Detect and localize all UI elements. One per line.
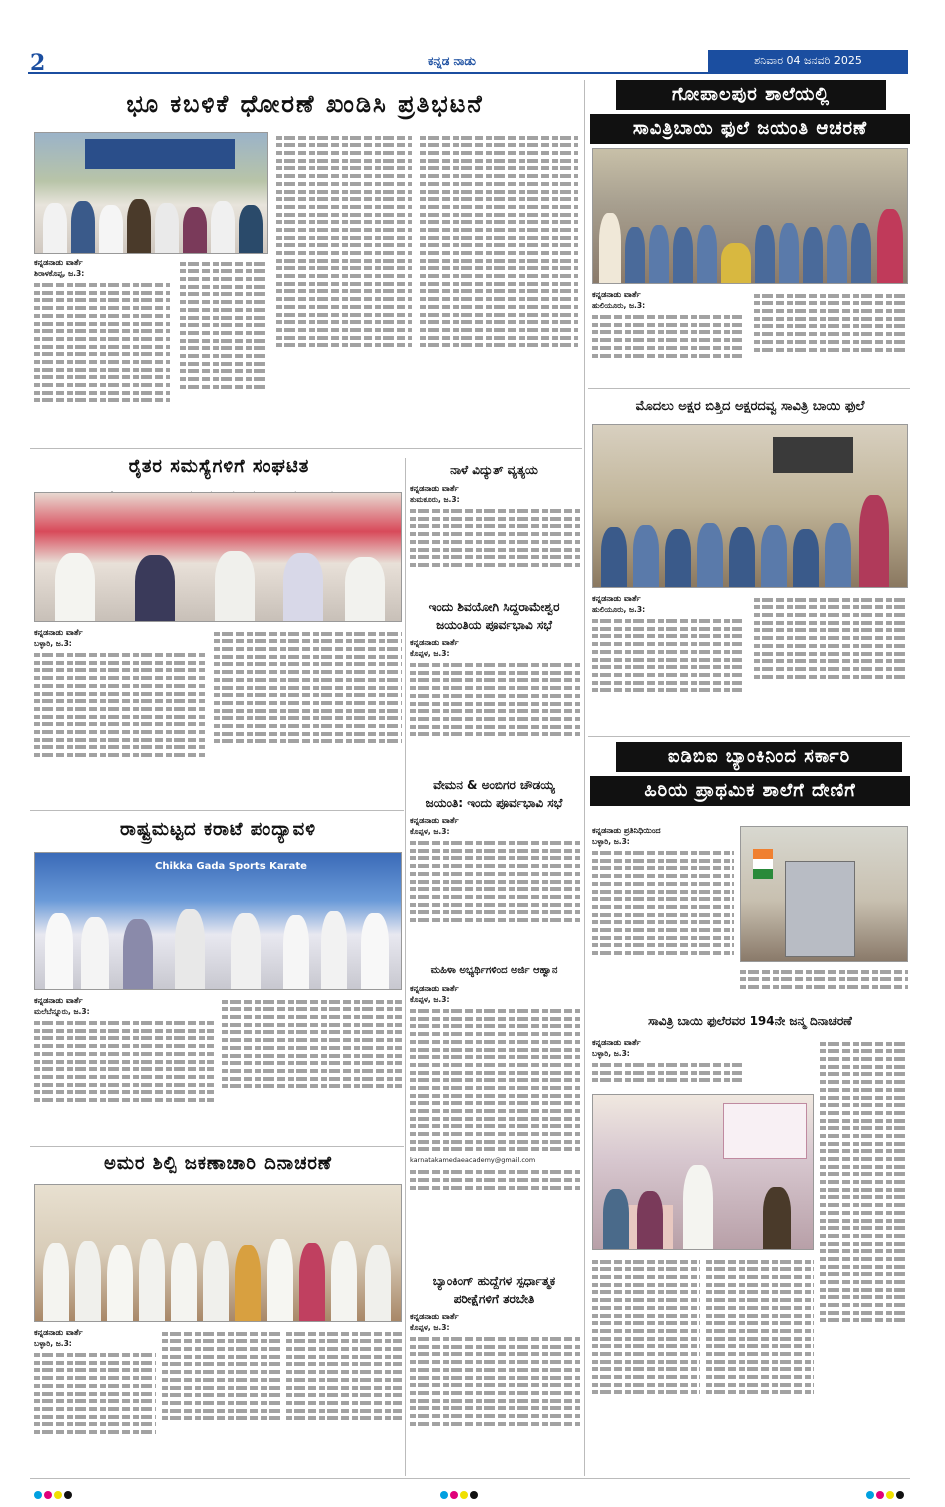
body-farmers-col2 — [214, 628, 402, 806]
headline-women: ಮಹಿಳಾ ಅಭ್ಯರ್ಥಿಗಳಿಂದ ಅರ್ಜಿ ಆಹ್ವಾನ — [430, 965, 558, 976]
column-rule — [405, 458, 406, 1476]
headline-power: ನಾಳೆ ವಿದ್ಯುತ್ ವ್ಯತ್ಯಯ — [450, 463, 538, 477]
column-rule — [584, 80, 585, 1476]
section-rule — [30, 1146, 404, 1147]
byline-shivayogi: ಕನ್ನಡನಾಡು ವಾರ್ತೆ — [410, 638, 459, 647]
headline-savitri-194: ಸಾವಿತ್ರಿ ಬಾಯಿ ಫುಲೆರವರ 194ನೇ ಜನ್ಮ ದಿನಾಚರಣೆ — [648, 1014, 852, 1028]
photo-gopalapura-students — [592, 148, 908, 284]
body-land-col3 — [276, 132, 412, 458]
photo-farmers-meeting — [34, 492, 402, 622]
body-amara-col1 — [34, 1338, 156, 1474]
paper-name: ಕನ್ನಡ ನಾಡು — [428, 54, 476, 68]
section-rule — [588, 388, 910, 389]
dateline-vemana: ಕೊಪ್ಪಳ, ಜ.3: — [410, 827, 450, 836]
body-savitri-194-col2 — [820, 1038, 908, 1474]
headline-karate: ರಾಷ್ಟ್ರಮಟ್ಟದ ಕರಾಟೆ ಪಂದ್ಯಾವಳಿ — [119, 819, 317, 840]
headline-vemana-1: ವೇಮನ & ಅಂಬಿಗರ ಚೌಡಯ್ಯ — [433, 778, 555, 792]
dateline-land: ಶಿರಾಳಕೊಪ್ಪ, ಜ.3: — [34, 269, 85, 278]
body-savitri-194-col3 — [592, 1256, 700, 1474]
women-email: karnatakamedaeacademy@gmail.com — [410, 1156, 536, 1165]
byline-banking: ಕನ್ನಡನಾಡು ವಾರ್ತೆ — [410, 1312, 459, 1321]
byline-gopalapura: ಕನ್ನಡನಾಡು ವಾರ್ತೆ — [592, 290, 641, 299]
section-rule — [30, 448, 582, 449]
byline-power: ಕನ್ನಡನಾಡು ವಾರ್ತೆ — [410, 484, 459, 493]
headline-vemana-2: ಜಯಂತಿ: ಇಂದು ಪೂರ್ವಭಾವಿ ಸಭೆ — [425, 796, 563, 810]
photo-savitri-194 — [592, 1094, 814, 1250]
photo-karate — [34, 852, 402, 990]
dateline-gopalapura: ಹುಲಿಯೂರು, ಜ.3: — [592, 301, 646, 310]
headline-banking-2: ಪರೀಕ್ಷೆಗಳಿಗೆ ತರಬೇತಿ — [453, 1292, 535, 1306]
headline-gopalapura-2: ಸಾವಿತ್ರಿಬಾಯಿ ಫುಲೆ ಜಯಂತಿ ಆಚರಣೆ — [590, 114, 910, 144]
headline-idbi-2: ಹಿರಿಯ ಪ್ರಾಥಮಿಕ ಶಾಲೆಗೆ ದೇಣಿಗೆ — [590, 776, 910, 806]
body-women — [410, 994, 580, 1262]
headline-savitri-first: ಮೊದಲು ಅಕ್ಷರ ಬಿತ್ತಿದ ಅಕ್ಷರದವ್ವ ಸಾವಿತ್ರಿ ಬಾಯಿ ಫುಲೆ — [635, 399, 865, 414]
byline-savitri-first: ಕನ್ನಡನಾಡು ವಾರ್ತೆ — [592, 594, 641, 603]
dateline-idbi: ಬಳ್ಳಾರಿ, ಜ.3: — [592, 837, 630, 846]
dateline-karate: ಮಲೆಬೆನ್ನೂರು, ಜ.3: — [34, 1007, 90, 1016]
byline-vemana: ಕನ್ನಡನಾಡು ವಾರ್ತೆ — [410, 816, 459, 825]
karate-banner-text: Chikka Gada Sports Karate — [155, 861, 307, 872]
photo-idbi-donation — [740, 826, 908, 962]
body-savitri-first-col2 — [754, 594, 908, 732]
masthead — [28, 50, 908, 74]
body-land-col2 — [180, 258, 268, 458]
dateline-women: ಕೊಪ್ಪಳ, ಜ.3: — [410, 995, 450, 1004]
byline-savitri-194: ಕನ್ನಡನಾಡು ವಾರ್ತೆ — [592, 1038, 641, 1047]
body-gopalapura-col1 — [592, 300, 742, 382]
headline-shivayogi-1: ಇಂದು ಶಿವಯೋಗಿ ಸಿದ್ದರಾಮೇಶ್ವರ — [428, 600, 560, 614]
body-vemana — [410, 826, 580, 956]
byline-idbi: ಕನ್ನಡನಾಡು ಪ್ರತಿನಿಧಿಯಿಂದ — [592, 826, 661, 835]
body-shivayogi — [410, 648, 580, 772]
body-farmers-col1 — [34, 638, 206, 806]
headline-banking-1: ಬ್ಯಾಂಕಿಂಗ್ ಹುದ್ದೆಗಳ ಸ್ಪರ್ಧಾತ್ಮಕ — [432, 1274, 556, 1288]
section-rule — [30, 810, 404, 811]
body-amara-col3 — [286, 1328, 402, 1474]
photo-savitri-first — [592, 424, 908, 588]
dateline-savitri-194: ಬಳ್ಳಾರಿ, ಜ.3: — [592, 1049, 630, 1058]
body-amara-col2 — [162, 1328, 280, 1474]
body-banking — [410, 1322, 580, 1474]
section-rule — [588, 736, 910, 737]
body-idbi-col1 — [592, 836, 734, 1004]
registration-marks — [34, 1484, 94, 1494]
headline-gopalapura-1: ಗೋಪಾಲಪುರ ಶಾಲೆಯಲ್ಲಿ — [616, 80, 886, 110]
byline-farmers: ಕನ್ನಡನಾಡು ವಾರ್ತೆ — [34, 628, 83, 637]
body-land-col1 — [34, 268, 170, 458]
headline-amara: ಅಮರ ಶಿಲ್ಪಿ ಜಕಣಾಚಾರಿ ದಿನಾಚರಣೆ — [103, 1153, 332, 1174]
dateline-power: ತುಮಕೂರು, ಜ.3: — [410, 495, 460, 504]
photo-land-protest — [34, 132, 268, 254]
dateline-amara: ಬಳ್ಳಾರಿ, ಜ.3: — [34, 1339, 72, 1348]
body-savitri-194-col4 — [706, 1256, 814, 1474]
body-idbi-col2 — [740, 966, 908, 1004]
body-power — [410, 494, 580, 592]
body-gopalapura-col2 — [754, 290, 908, 382]
issue-date: ಶನಿವಾರ 04 ಜನವರಿ 2025 — [708, 50, 908, 72]
headline-idbi-1: ಐಡಿಬಿಐ ಬ್ಯಾಂಕಿನಿಂದ ಸರ್ಕಾರಿ — [616, 742, 902, 772]
registration-marks — [440, 1484, 500, 1494]
byline-amara: ಕನ್ನಡನಾಡು ವಾರ್ತೆ — [34, 1328, 83, 1337]
dateline-savitri-first: ಹುಲಿಯೂರು, ಜ.3: — [592, 605, 646, 614]
body-savitri-first-col1 — [592, 604, 742, 732]
photo-amara — [34, 1184, 402, 1322]
page-number: 2 — [30, 50, 46, 76]
bottom-rule — [30, 1478, 910, 1479]
body-land-col4 — [420, 132, 578, 458]
body-savitri-194-col1 — [592, 1048, 742, 1088]
registration-marks — [866, 1484, 926, 1494]
dateline-banking: ಕೊಪ್ಪಳ, ಜ.3: — [410, 1323, 450, 1332]
body-karate-col1 — [34, 1006, 214, 1144]
byline-karate: ಕನ್ನಡನಾಡು ವಾರ್ತೆ — [34, 996, 83, 1005]
headline-shivayogi-2: ಜಯಂತಿಯ ಪೂರ್ವಭಾವಿ ಸಭೆ — [436, 618, 552, 632]
headline-land: ಭೂ ಕಬಳಿಕೆ ಧೋರಣೆ ಖಂಡಿಸಿ ಪ್ರತಿಭಟನೆ — [126, 90, 484, 118]
byline-women: ಕನ್ನಡನಾಡು ವಾರ್ತೆ — [410, 984, 459, 993]
byline-land: ಕನ್ನಡನಾಡು ವಾರ್ತೆ — [34, 258, 83, 267]
dateline-shivayogi: ಕೊಪ್ಪಳ, ಜ.3: — [410, 649, 450, 658]
dateline-farmers: ಬಳ್ಳಾರಿ, ಜ.3: — [34, 639, 72, 648]
headline-farmers-1: ರೈತರ ಸಮಸ್ಯೆಗಳಿಗೆ ಸಂಘಟಿತ — [128, 456, 310, 477]
body-karate-col2 — [222, 996, 402, 1144]
